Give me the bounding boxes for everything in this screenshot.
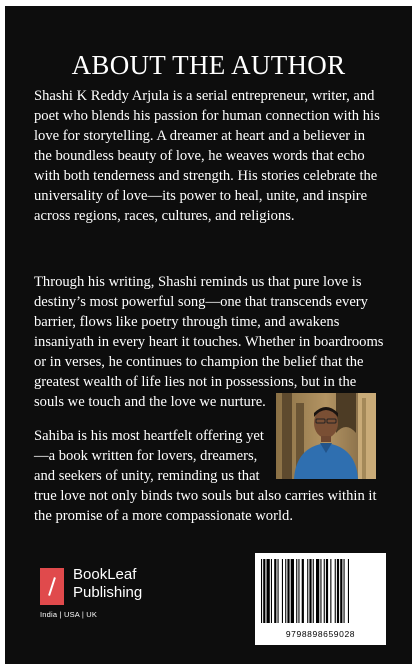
barcode-bar [278,559,279,623]
barcode-bar [271,559,272,623]
barcode-bar [335,559,336,623]
barcode-bar [309,559,311,623]
barcode-bar [340,559,342,623]
barcode-bar [320,559,321,623]
barcode-bar [302,559,304,623]
publisher-logo [40,568,200,618]
barcode-bar [344,559,345,623]
barcode-bars [255,553,386,629]
author-bio-paragraph-3-text: Sahiba is his most heartfelt offering yet—a book written for lovers, dreamers, and seekers of unity, reminding us that true love not only binds two souls but also carries within it the promise of a more compassionate world. [34,428,377,524]
author-bio-paragraph-3 [34,426,384,526]
isbn-number: 9798898659028 [285,629,356,639]
barcode-bar [285,559,286,623]
barcode-bar [298,559,299,623]
publisher-name-line1: BookLeaf [73,566,137,583]
photo-spacer [268,426,384,476]
publisher-name [73,566,142,602]
barcode-bar [307,559,308,623]
barcode-bar [296,559,297,623]
barcode-bar [261,559,262,623]
barcode-bar [326,559,328,623]
back-cover [5,6,412,664]
author-bio-paragraph-2: Through his writing, Shashi reminds us that pure love is destiny’s most powerful song—one that transcends every barrier, flows like poetry through time, and awakens insaniyath in every heart it touches. Whether in boardrooms or in verses, he continues to champion the belief that the greatest wealth of life lies not in possessions, but in the souls we touch and the love we nurture. [34,274,384,410]
barcode-bar [267,559,270,623]
barcode-bar [316,559,319,623]
barcode-bar [291,559,294,623]
publisher-name-line2: Publishing [73,584,143,601]
publisher-regions: India | USA | UK [40,610,98,619]
barcode-bar [282,559,283,623]
publisher-logo-icon [40,568,64,605]
barcode-bar [337,559,339,623]
barcode-bar [274,559,276,623]
barcode-bar [330,559,331,623]
barcode-bar [324,559,325,623]
isbn-barcode [255,553,386,645]
barcode-bar [287,559,289,623]
author-bio-paragraph-1: Shashi K Reddy Arjula is a serial entrepreneur, writer, and poet who blends his passion for human connection with his love for storytelling. A dreamer at heart and a believer in the boundless beauty of love, he weaves words that echo with both tenderness and strength. His stories celebrate the universality of love—its power to heal, unite, and inspire across regions, races, cultures, and religions. [34,88,380,224]
barcode-bar [313,559,314,623]
barcode-bar [263,559,265,623]
page-title: ABOUT THE AUTHOR [71,50,346,80]
barcode-bar [348,559,349,623]
